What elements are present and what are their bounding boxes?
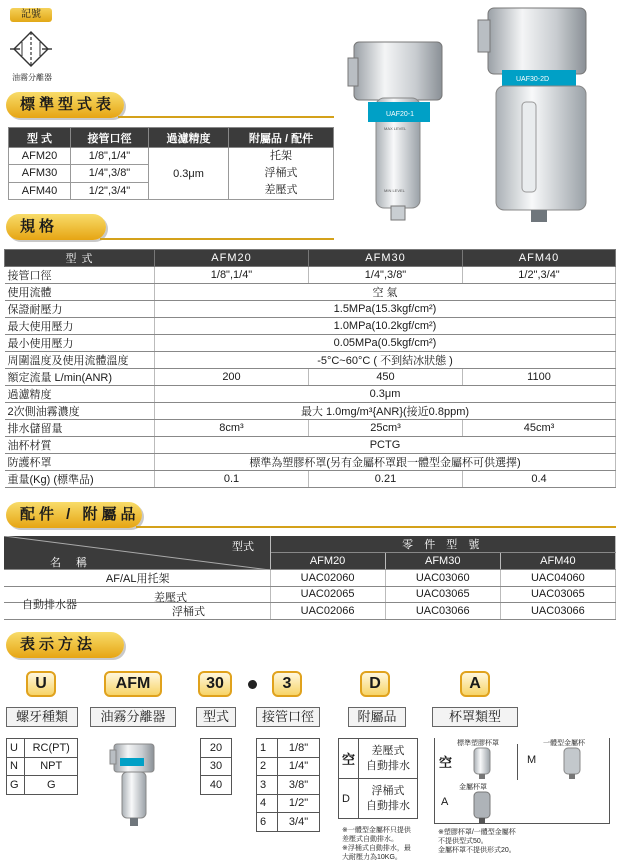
label-size: 型式 <box>196 707 236 727</box>
acc-code: D <box>339 779 359 819</box>
acc-th-m40: AFM40 <box>500 553 615 570</box>
acc-drain-diff-row <box>4 586 270 611</box>
thread-type: G <box>25 776 78 795</box>
acc-part-header: 零 件 型 號 <box>270 536 616 553</box>
spec-row <box>5 386 616 403</box>
spec-value: 0.1 <box>155 471 309 488</box>
spec-value: 45cm³ <box>463 420 616 437</box>
section-spec: 規格 <box>6 214 106 240</box>
note-line: ※浮桶式自動排水，最 <box>342 845 411 852</box>
th-port: 接管口徑 <box>71 128 149 148</box>
acc-bracket-name: AF/AL用托架 <box>4 569 270 586</box>
spec-value: 1100 <box>463 369 616 386</box>
note-line: ※一體型金屬杯只提供 <box>342 827 411 834</box>
std-model: AFM20 <box>9 148 71 165</box>
bowl-plastic-label: 標準塑膠杯罩 <box>457 740 499 747</box>
acc-diag-header <box>4 536 270 569</box>
spec-row <box>5 437 616 454</box>
code-series: AFM <box>104 671 162 697</box>
acc-cell: UAC04060 <box>500 569 615 586</box>
section-ordering: 表示方法 <box>6 632 124 658</box>
thread-options <box>6 738 78 795</box>
std-model: AFM40 <box>9 182 71 199</box>
note-line: 金屬杯罩不提供形式20。 <box>438 847 516 854</box>
spec-value: 200 <box>155 369 309 386</box>
bowl-metal-label: 金屬杯罩 <box>459 784 487 791</box>
acc-cell: UAC02065 <box>270 586 385 603</box>
section-divider <box>100 238 334 240</box>
port-code: 1 <box>257 739 278 758</box>
spec-row <box>5 454 616 471</box>
size-option: 40 <box>201 776 232 795</box>
small-min-level: MIN LEVEL <box>384 188 405 193</box>
bowl-onepiece-label: 一體型金屬杯 <box>543 740 585 747</box>
port-size: 3/8" <box>278 776 320 795</box>
spec-row <box>5 284 616 301</box>
acc-desc <box>359 739 418 779</box>
spec-value: 1/8",1/4" <box>155 267 309 284</box>
acc-th-m20: AFM20 <box>270 553 385 570</box>
spec-value: 0.3μm <box>155 386 616 403</box>
spec-value: 1.0MPa(10.2kgf/cm²) <box>155 318 616 335</box>
one-piece-bowl-icon <box>561 746 583 780</box>
size-option: 30 <box>201 757 232 776</box>
acc-bracket: 托架 <box>270 150 292 162</box>
spec-row <box>5 318 616 335</box>
size-option: 20 <box>201 739 232 758</box>
code-bowl: A <box>460 671 490 697</box>
spec-value: 標準為塑膠杯罩(另有金屬杯罩跟一體型金屬杯可供選擇) <box>155 454 616 471</box>
acc-cell: UAC02060 <box>270 569 385 586</box>
bowl-divider <box>517 744 518 780</box>
th-model: 型 式 <box>9 128 71 148</box>
bowl-options <box>434 738 610 824</box>
bowl-code-m: M <box>527 754 537 766</box>
spec-th-m40: AFM40 <box>463 250 616 267</box>
spec-row-label: 周圍溫度及使用流體溫度 <box>5 352 155 369</box>
note-line: 差壓式自動排水。 <box>342 836 398 843</box>
acc-cell: UAC03066 <box>500 603 615 620</box>
standard-model-table <box>8 127 334 200</box>
acc-desc <box>359 779 418 819</box>
spec-row-label: 防護杯罩 <box>5 454 155 471</box>
spec-row <box>5 420 616 437</box>
spec-table <box>4 249 616 488</box>
spec-value: -5°C~60°C ( 不到結冰狀態 ) <box>155 352 616 369</box>
spec-th-m30: AFM30 <box>309 250 463 267</box>
std-port: 1/4",3/8" <box>71 165 149 182</box>
accessory-options <box>338 738 418 819</box>
label-thread: 螺牙種類 <box>6 707 78 727</box>
spec-row-label: 排水儲留量 <box>5 420 155 437</box>
note-line: 大耐壓力為10KG。 <box>342 854 402 861</box>
spec-row <box>5 369 616 386</box>
code-port: 3 <box>272 671 302 697</box>
thread-type: RC(PT) <box>25 739 78 758</box>
spec-row-label: 額定流量 L/min(ANR) <box>5 369 155 386</box>
size-options <box>200 738 232 795</box>
section-standard-model: 標準型式表 <box>6 92 124 118</box>
acc-th-m30: AFM30 <box>385 553 500 570</box>
spec-th-model: 型 式 <box>5 250 155 267</box>
code-accessory: D <box>360 671 390 697</box>
port-size: 1/2" <box>278 794 320 813</box>
acc-cell: UAC03065 <box>500 586 615 603</box>
spec-row-label: 重量(Kg) (標準品) <box>5 471 155 488</box>
acc-line: 自動排水 <box>366 799 410 812</box>
acc-line: 差壓式 <box>371 744 405 757</box>
port-code: 4 <box>257 794 278 813</box>
acc-line: 自動排水 <box>366 759 410 772</box>
spec-row-label: 保證耐壓力 <box>5 301 155 318</box>
separator-dot <box>248 680 257 689</box>
spec-row-label: 油杯材質 <box>5 437 155 454</box>
acc-note <box>342 826 426 862</box>
spec-row-label: 2次側油霧濃度 <box>5 403 155 420</box>
label-port: 接管口徑 <box>256 707 320 727</box>
accessory-table <box>4 536 616 620</box>
spec-value: 空 氣 <box>155 284 616 301</box>
std-port: 1/8",1/4" <box>71 148 149 165</box>
std-model: AFM30 <box>9 165 71 182</box>
acc-float: 浮桶式 <box>264 167 298 179</box>
symbol-label: 油霧分離器 <box>12 73 52 82</box>
spec-value: 0.21 <box>309 471 463 488</box>
section-divider <box>118 116 334 118</box>
acc-drain-type: 差壓式 <box>154 591 187 604</box>
label-bowl: 杯罩類型 <box>432 707 518 727</box>
thread-code: G <box>7 776 25 795</box>
spec-row-label: 接管口徑 <box>5 267 155 284</box>
spec-row <box>5 267 616 284</box>
oil-mist-separator-symbol-icon <box>8 26 54 72</box>
th-precision: 過濾精度 <box>149 128 229 148</box>
section-accessories: 配件 / 附屬品 <box>6 502 142 528</box>
small-unit-label: UAF20-1 <box>386 111 415 118</box>
label-accessory: 附屬品 <box>348 707 406 727</box>
port-size: 3/4" <box>278 813 320 832</box>
acc-cell: UAC03065 <box>385 586 500 603</box>
section-divider <box>136 526 616 528</box>
note-line: 不提供型式50。 <box>438 838 488 845</box>
note-line: ※塑膠杯罩/一體型金屬杯 <box>438 829 516 836</box>
bowl-note <box>438 828 534 855</box>
spec-value: 0.05MPa(0.5kgf/cm²) <box>155 335 616 352</box>
port-code: 3 <box>257 776 278 795</box>
std-port: 1/2",3/4" <box>71 182 149 199</box>
product-photo <box>346 6 596 226</box>
small-max-level: MAX LEVEL <box>384 126 407 131</box>
plastic-bowl-icon <box>471 746 493 780</box>
spec-value: 1.5MPa(15.3kgf/cm²) <box>155 301 616 318</box>
port-size: 1/8" <box>278 739 320 758</box>
code-thread: U <box>26 671 56 697</box>
spec-row <box>5 335 616 352</box>
acc-name-header: 名 稱 <box>50 557 94 569</box>
spec-row-label: 使用流體 <box>5 284 155 301</box>
code-size: 30 <box>198 671 232 697</box>
std-precision: 0.3μm <box>149 148 229 200</box>
spec-row-label: 最小使用壓力 <box>5 335 155 352</box>
thread-type: NPT <box>25 757 78 776</box>
spec-value: 0.4 <box>463 471 616 488</box>
thread-code: U <box>7 739 25 758</box>
acc-line: 浮桶式 <box>371 784 405 797</box>
acc-cell: UAC03066 <box>385 603 500 620</box>
acc-cell: UAC02066 <box>270 603 385 620</box>
spec-value: 最大 1.0mg/m³{ANR}(接近0.8ppm) <box>155 403 616 420</box>
std-accessories <box>229 148 334 200</box>
spec-value: 25cm³ <box>309 420 463 437</box>
spec-value: PCTG <box>155 437 616 454</box>
spec-row <box>5 301 616 318</box>
acc-model-header: 型式 <box>232 541 254 553</box>
separator-image <box>106 738 162 830</box>
spec-row-label: 最大使用壓力 <box>5 318 155 335</box>
thread-code: N <box>7 757 25 776</box>
spec-row <box>5 471 616 488</box>
acc-drain-type: 浮桶式 <box>4 603 270 620</box>
acc-cell: UAC03060 <box>385 569 500 586</box>
spec-value: 450 <box>309 369 463 386</box>
bowl-code-empty: 空 <box>439 755 453 770</box>
th-accessory: 附屬品 / 配件 <box>229 128 334 148</box>
spec-row-label: 過濾精度 <box>5 386 155 403</box>
spec-th-m20: AFM20 <box>155 250 309 267</box>
acc-diff: 差壓式 <box>264 184 298 196</box>
acc-drain-name: 自動排水器 <box>22 598 77 611</box>
acc-code: 空 <box>339 739 359 779</box>
spec-value: 8cm³ <box>155 420 309 437</box>
spec-value: 1/2",3/4" <box>463 267 616 284</box>
bowl-code-a: A <box>441 796 449 808</box>
metal-bowl-icon <box>471 790 493 824</box>
spec-row <box>5 352 616 369</box>
label-series: 油霧分離器 <box>90 707 176 727</box>
symbol-title-tab: 記號 <box>10 8 52 22</box>
spec-value: 1/4",3/8" <box>309 267 463 284</box>
port-code: 6 <box>257 813 278 832</box>
port-code: 2 <box>257 757 278 776</box>
port-options <box>256 738 320 832</box>
port-size: 1/4" <box>278 757 320 776</box>
spec-row <box>5 403 616 420</box>
large-unit-label: UAF30-2D <box>516 76 550 83</box>
